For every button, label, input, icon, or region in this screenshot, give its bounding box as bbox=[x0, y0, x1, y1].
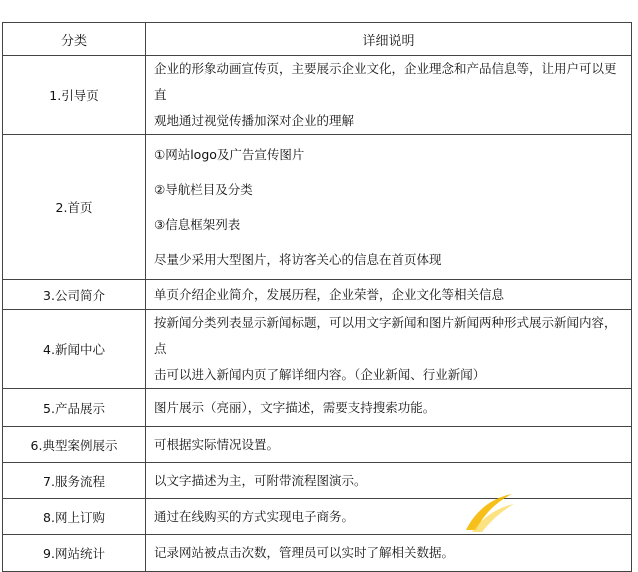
row-category: 8.网上订购 bbox=[3, 499, 146, 535]
description-line: 可根据实际情况设置。 bbox=[154, 436, 280, 452]
row-description bbox=[146, 427, 632, 463]
description-line: 图片展示（亮丽），文字描述，需要支持搜索功能。 bbox=[154, 399, 436, 415]
description-line: 单页介绍企业简介，发展历程，企业荣誉，企业文化等相关信息 bbox=[154, 286, 505, 302]
header-row bbox=[3, 23, 632, 56]
row-category: 1.引导页 bbox=[3, 56, 146, 135]
row-description bbox=[146, 280, 632, 310]
table-row bbox=[3, 310, 632, 389]
row-category: 6.典型案例展示 bbox=[3, 427, 146, 463]
description-line: 击可以进入新闻内页了解详细内容。（企业新闻、行业新闻） bbox=[154, 367, 486, 382]
description-line: 以文字描述为主，可附带流程图演示。 bbox=[154, 472, 367, 488]
row-description bbox=[146, 463, 632, 499]
row-category: 7.服务流程 bbox=[3, 463, 146, 499]
table-row bbox=[3, 427, 632, 463]
row-description bbox=[146, 499, 632, 535]
table-row bbox=[3, 463, 632, 499]
description-line: ②导航栏目及分类 bbox=[154, 182, 253, 197]
description-line: 按新闻分类列表显示新闻标题，可以用文字新闻和图片新闻两种形式展示新闻内容，点 bbox=[154, 315, 617, 356]
row-description bbox=[146, 535, 632, 572]
table-row bbox=[3, 499, 632, 535]
row-category: 4.新闻中心 bbox=[3, 310, 146, 389]
header-category: 分类 bbox=[3, 23, 146, 56]
table-row bbox=[3, 135, 632, 280]
row-description bbox=[146, 135, 632, 280]
description-line: 尽量少采用大型图片，将访客关心的信息在首页体现 bbox=[154, 252, 442, 267]
row-category: 3.公司简介 bbox=[3, 280, 146, 310]
description-line: ③信息框架列表 bbox=[154, 217, 241, 232]
row-category: 2.首页 bbox=[3, 135, 146, 280]
description-line: 记录网站被点击次数，管理员可以实时了解相关数据。 bbox=[154, 545, 455, 560]
row-description bbox=[146, 389, 632, 427]
description-line: 通过在线购买的方式实现电子商务。 bbox=[154, 508, 355, 524]
header-details: 详细说明 bbox=[146, 23, 632, 56]
row-description bbox=[146, 310, 632, 389]
row-category: 9.网站统计 bbox=[3, 535, 146, 572]
description-line: ①网站logo及广告宣传图片 bbox=[154, 147, 305, 162]
table-row bbox=[3, 56, 632, 135]
table-row bbox=[3, 535, 632, 572]
description-line: 观地通过视觉传播加深对企业的理解 bbox=[154, 113, 355, 128]
description-line: 企业的形象动画宣传页，主要展示企业文化，企业理念和产品信息等，让用户可以更直 bbox=[154, 61, 617, 102]
content-table bbox=[2, 22, 632, 572]
row-description bbox=[146, 56, 632, 135]
row-category: 5.产品展示 bbox=[3, 389, 146, 427]
watermark-logo-icon bbox=[462, 490, 516, 534]
table-row bbox=[3, 389, 632, 427]
table-row bbox=[3, 280, 632, 310]
